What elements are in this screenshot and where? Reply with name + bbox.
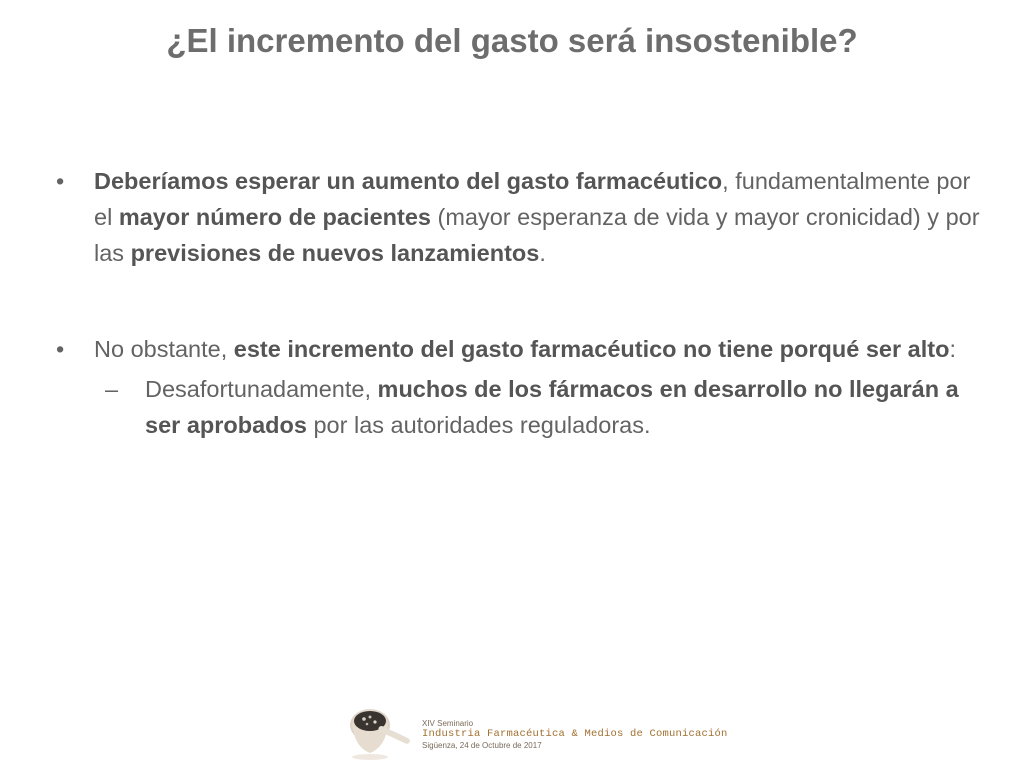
footer-event-title: Industria Farmacéutica & Medios de Comunicación [422, 728, 728, 740]
footer-event-label: XIV Seminario [422, 719, 474, 728]
footer-event-date: Sigüenza, 24 de Octubre de 2017 [422, 741, 542, 750]
bullet-marker: • [56, 168, 65, 194]
bullet-text: (mayor esperanza de vida y mayor cronicidad) y por las [94, 204, 980, 266]
bullet-item [56, 163, 986, 271]
slide-content [56, 163, 986, 467]
bullet-item [56, 331, 986, 367]
footer-branding [340, 695, 740, 761]
sub-bullet-item [56, 371, 986, 443]
sub-bullet-text: Desafortunadamente, [145, 376, 378, 402]
bullet-text: . [539, 240, 546, 266]
sub-bullet-text: por las autoridades reguladoras. [306, 412, 651, 438]
bullet-text-bold: previsiones de nuevos lanzamientos [130, 240, 540, 266]
bullet-text-bold: este incremento del gasto farmacéutico no tiene porqué ser alto [233, 336, 950, 362]
bullet-text-bold: mayor número de pacientes [118, 204, 431, 230]
bullet-text: , fundamentalmente por el [94, 168, 971, 230]
mortar-pestle-logo-icon [340, 695, 416, 761]
sub-bullet-text-bold: muchos de los fármacos en desarrollo no llegarán a ser aprobados [145, 376, 959, 438]
bullet-text-bold: Deberíamos esperar un aumento del gasto farmacéutico [94, 168, 723, 194]
sub-bullet-marker: – [105, 376, 119, 402]
slide-title: ¿El incremento del gasto será insostenible? [166, 22, 858, 59]
bullet-text: No obstante, [94, 336, 234, 362]
bullet-marker: • [56, 336, 65, 362]
bullet-text: : [949, 336, 956, 362]
footer-text [422, 718, 728, 751]
